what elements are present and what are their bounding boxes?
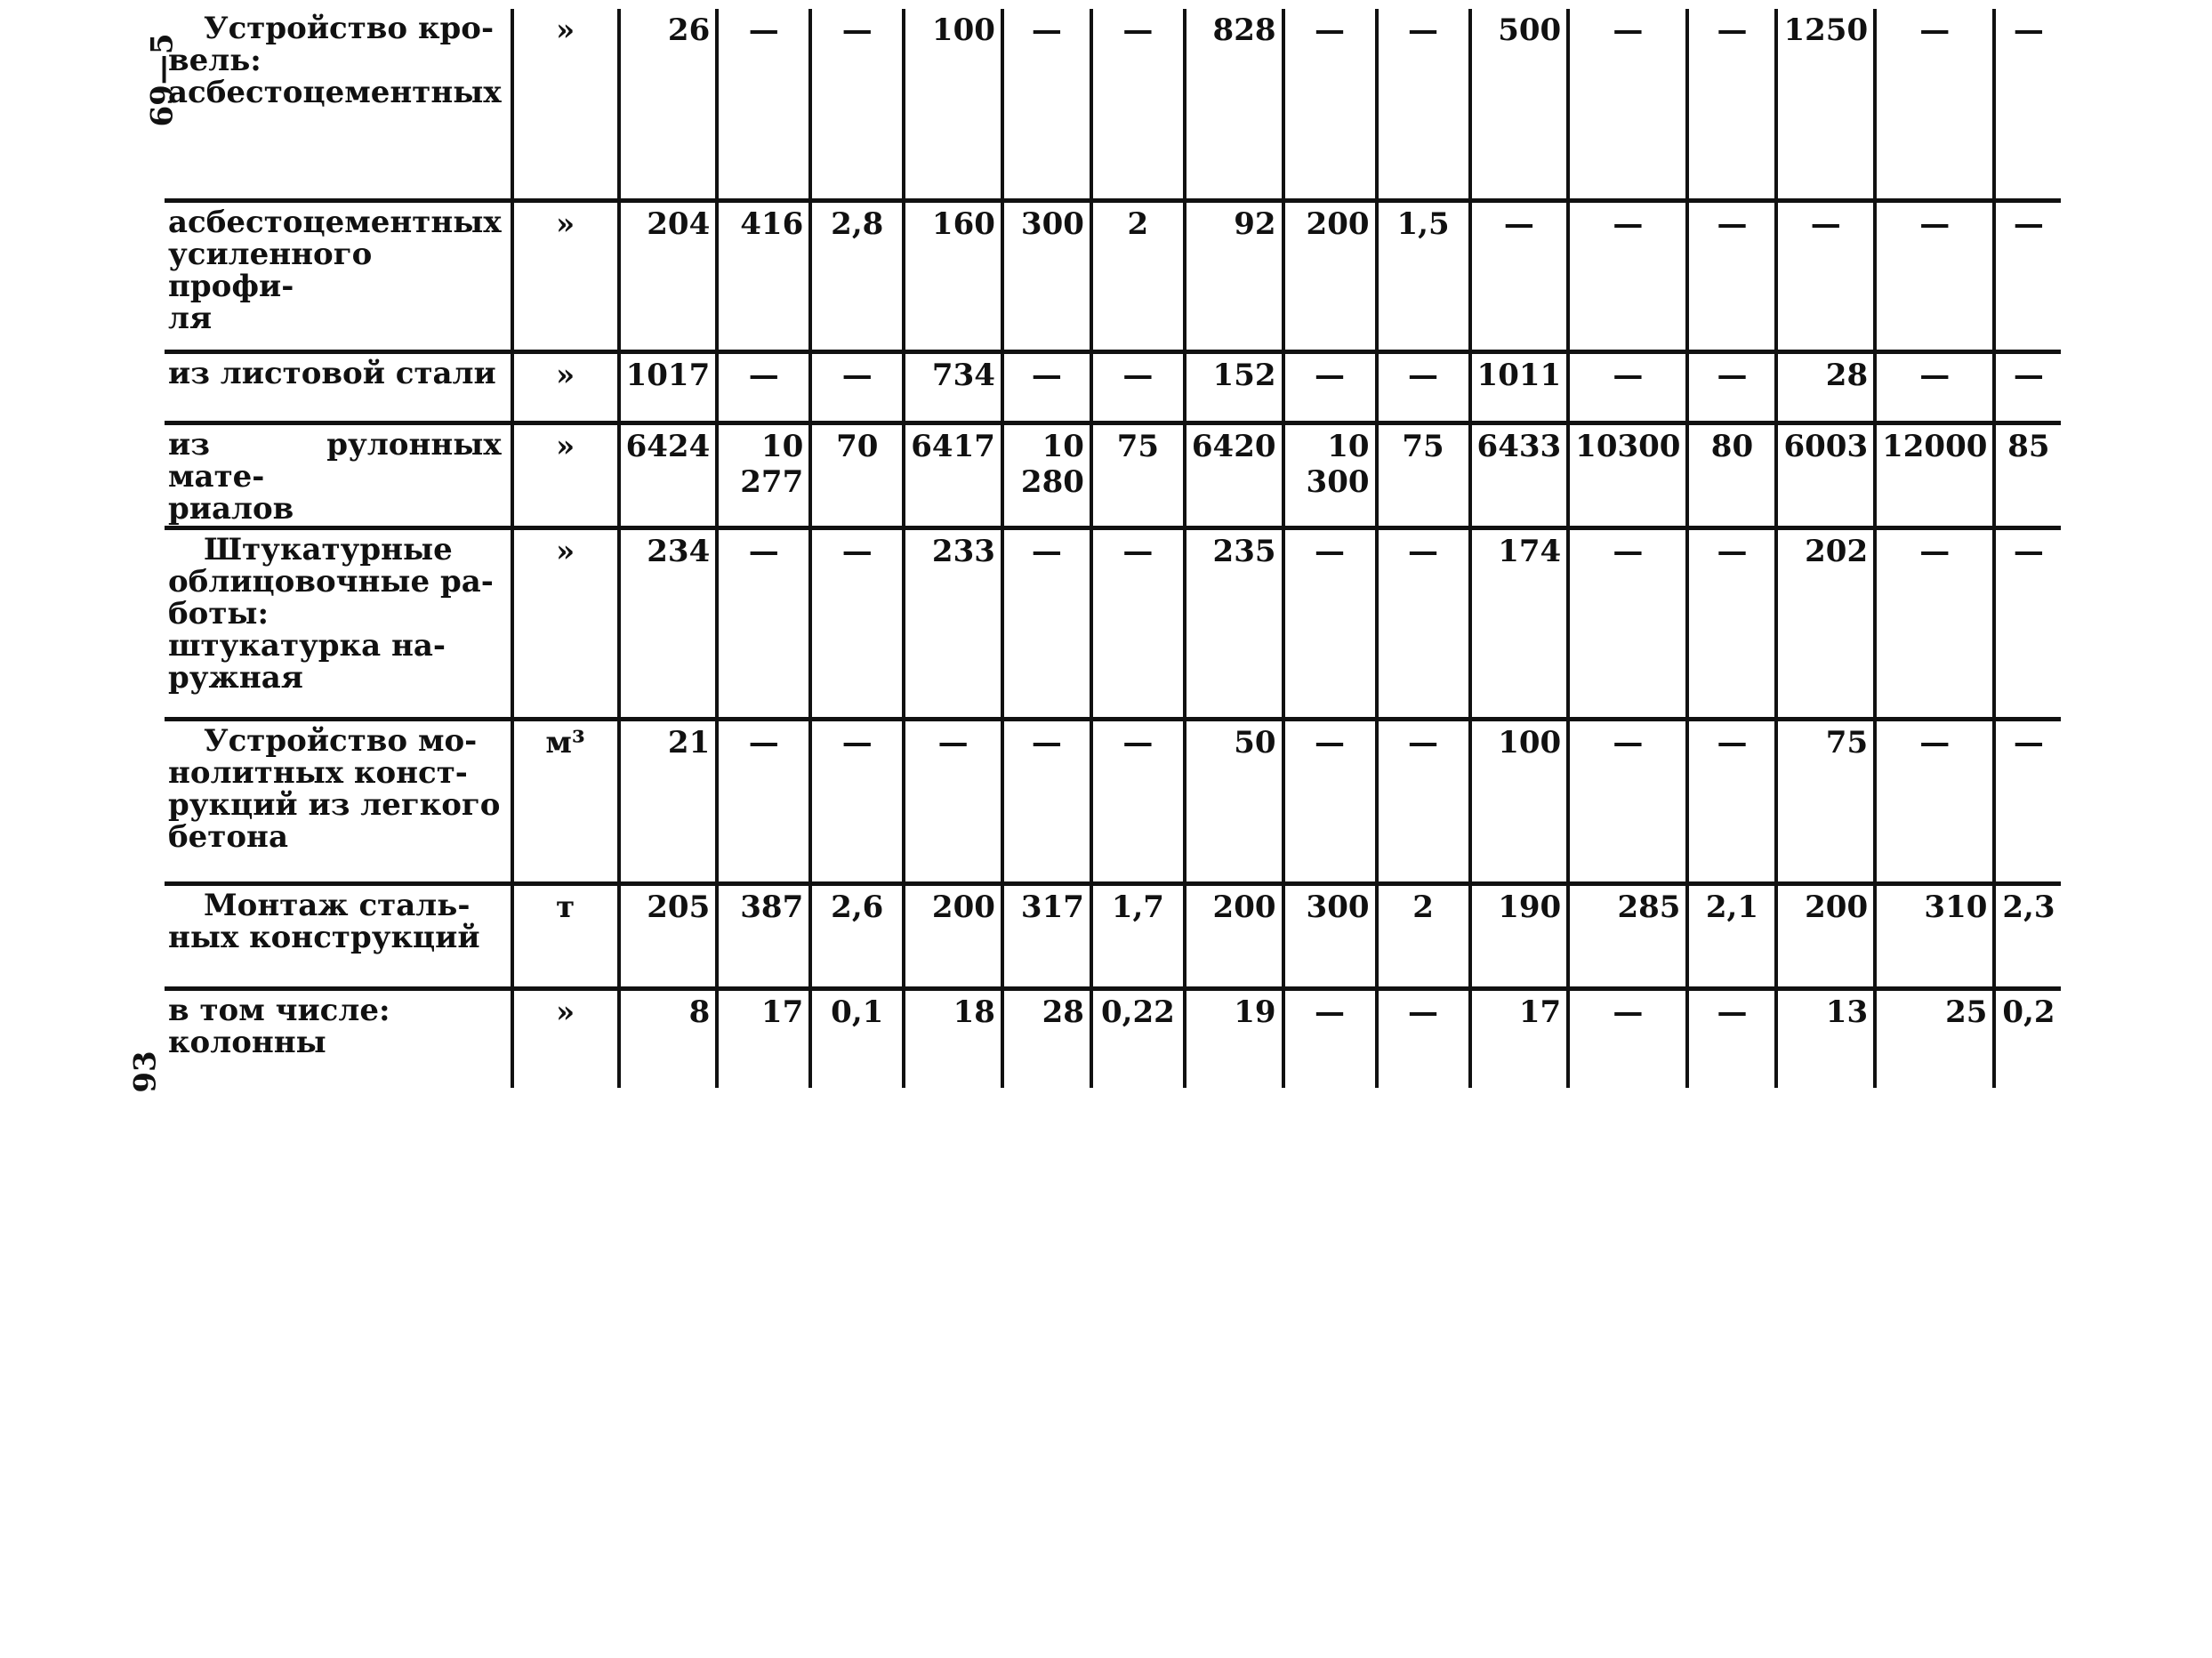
margin-page-number-bottom: 93 (127, 1050, 164, 1093)
table-cell: 75 (1776, 719, 1875, 883)
table-cell: 70 (810, 423, 904, 527)
table-cell: — (1994, 200, 2061, 351)
table-cell: 2,1 (1687, 883, 1776, 988)
table-cell: 100 (904, 9, 1002, 200)
table-cell: 26 (619, 9, 718, 200)
table-cell: — (1687, 9, 1776, 200)
row-name-line: Штукатурные (204, 531, 453, 567)
row-unit: » (512, 423, 619, 527)
table-cell: 2,6 (810, 883, 904, 988)
norms-table-body (165, 9, 2061, 1088)
row-name (165, 200, 512, 351)
row-unit: » (512, 9, 619, 200)
table-cell: — (1687, 988, 1776, 1088)
table-cell: — (1568, 200, 1687, 351)
table-cell: — (1283, 527, 1377, 719)
table-cell: 21 (619, 719, 718, 883)
table-cell: — (1002, 527, 1091, 719)
table-cell: — (810, 527, 904, 719)
table-cell: — (1875, 527, 1994, 719)
table-cell: 317 (1002, 883, 1091, 988)
table-cell: — (1687, 527, 1776, 719)
table-cell: 416 (717, 200, 810, 351)
table-cell: 1017 (619, 351, 718, 423)
table-cell: 0,2 (1994, 988, 2061, 1088)
row-name-line: из рулонных мате- (168, 426, 502, 495)
row-unit: т (512, 883, 619, 988)
table-cell: 1,5 (1377, 200, 1470, 351)
row-name (165, 423, 512, 527)
table-cell: — (1283, 9, 1377, 200)
table-cell: 285 (1568, 883, 1687, 988)
row-name-line: Монтаж сталь- (204, 887, 471, 923)
table-cell: — (1687, 719, 1776, 883)
table-cell: — (1994, 9, 2061, 200)
table-cell: 10 277 (717, 423, 810, 527)
table-cell: — (1568, 9, 1687, 200)
table-cell: — (1283, 351, 1377, 423)
table-cell: 28 (1776, 351, 1875, 423)
table-cell: 500 (1470, 9, 1569, 200)
table-row (165, 423, 2061, 527)
table-cell: 8 (619, 988, 718, 1088)
table-cell: — (1283, 988, 1377, 1088)
row-unit: » (512, 351, 619, 423)
table-row (165, 9, 2061, 200)
table-cell: — (1568, 988, 1687, 1088)
table-cell: — (717, 9, 810, 200)
table-cell: 200 (1776, 883, 1875, 988)
table-cell: 85 (1994, 423, 2061, 527)
table-cell: 234 (619, 527, 718, 719)
table-cell: — (1687, 200, 1776, 351)
table-cell: — (1091, 351, 1185, 423)
table-cell: — (1002, 351, 1091, 423)
table-cell: 204 (619, 200, 718, 351)
row-name (165, 988, 512, 1088)
row-unit: » (512, 200, 619, 351)
table-row (165, 351, 2061, 423)
table-cell: 200 (1283, 200, 1377, 351)
table-cell: — (1568, 719, 1687, 883)
table-cell: 300 (1002, 200, 1091, 351)
table-cell: — (1377, 527, 1470, 719)
table-row (165, 719, 2061, 883)
table-cell: — (717, 719, 810, 883)
table-cell: — (904, 719, 1002, 883)
table-cell: 174 (1470, 527, 1569, 719)
table-cell: 2,8 (810, 200, 904, 351)
table-row (165, 200, 2061, 351)
table-cell: — (810, 351, 904, 423)
table-cell: 18 (904, 988, 1002, 1088)
table-row (165, 883, 2061, 988)
row-name-line: ля (168, 300, 213, 336)
table-cell: 828 (1185, 9, 1283, 200)
row-name-line: усиленного профи- (168, 236, 373, 304)
table-cell: — (1377, 719, 1470, 883)
table-cell: 0,22 (1091, 988, 1185, 1088)
table-cell: 152 (1185, 351, 1283, 423)
table-cell: 2 (1377, 883, 1470, 988)
table-cell: — (1091, 9, 1185, 200)
row-name-line: колонны (168, 1024, 326, 1060)
row-name-line: облицовочные ра- (168, 563, 494, 600)
table-cell: — (1091, 719, 1185, 883)
table-cell: 50 (1185, 719, 1283, 883)
margin-page-number-top: 69—5 (144, 33, 181, 127)
table-cell: 734 (904, 351, 1002, 423)
table-cell: — (1377, 988, 1470, 1088)
table-cell: 19 (1185, 988, 1283, 1088)
table-cell: — (1568, 351, 1687, 423)
norms-table (165, 9, 2061, 1088)
table-cell: 0,1 (810, 988, 904, 1088)
table-cell: — (1994, 527, 2061, 719)
table-cell: 13 (1776, 988, 1875, 1088)
table-cell: 28 (1002, 988, 1091, 1088)
table-cell: — (1994, 351, 2061, 423)
table-cell: — (1470, 200, 1569, 351)
row-name-line: Устройство мо- (204, 722, 478, 759)
row-name-line: риалов (168, 490, 294, 527)
table-cell: 190 (1470, 883, 1569, 988)
table-cell: 17 (1470, 988, 1569, 1088)
table-cell: — (1776, 200, 1875, 351)
row-name (165, 527, 512, 719)
table-cell: 205 (619, 883, 718, 988)
table-cell: — (1994, 719, 2061, 883)
table-row (165, 988, 2061, 1088)
table-cell: 10 280 (1002, 423, 1091, 527)
table-cell: 100 (1470, 719, 1569, 883)
table-cell: 2 (1091, 200, 1185, 351)
table-cell: 17 (717, 988, 810, 1088)
table-cell: 310 (1875, 883, 1994, 988)
table-cell: — (1377, 351, 1470, 423)
row-name-line: Устройство кро- (204, 11, 495, 46)
table-cell: 6433 (1470, 423, 1569, 527)
table-cell: 92 (1185, 200, 1283, 351)
table-cell: — (1875, 9, 1994, 200)
table-cell: — (1377, 9, 1470, 200)
table-cell: — (1875, 351, 1994, 423)
table-cell: 233 (904, 527, 1002, 719)
table-cell: 6424 (619, 423, 718, 527)
table-cell: 10300 (1568, 423, 1687, 527)
table-cell: — (1687, 351, 1776, 423)
row-name-line: ных конструкций (168, 919, 480, 955)
row-name (165, 883, 512, 988)
table-cell: — (1002, 719, 1091, 883)
row-name-line: бетона (168, 818, 288, 855)
row-name-line: вель: (168, 43, 261, 78)
table-cell: — (717, 527, 810, 719)
table-cell: 200 (1185, 883, 1283, 988)
row-name-line: рукций из легкого (168, 786, 501, 823)
row-name-line: в том числе: (168, 992, 390, 1028)
table-cell: 1,7 (1091, 883, 1185, 988)
row-name (165, 351, 512, 423)
table-cell: — (1091, 527, 1185, 719)
table-cell: 300 (1283, 883, 1377, 988)
row-name-line: асбестоцементных (168, 75, 502, 110)
table-cell: 235 (1185, 527, 1283, 719)
table-cell: — (1875, 200, 1994, 351)
row-unit: м³ (512, 719, 619, 883)
row-name-line: из листовой стали (168, 355, 496, 391)
table-cell: — (810, 719, 904, 883)
table-cell: — (810, 9, 904, 200)
table-cell: 387 (717, 883, 810, 988)
table-cell: 6420 (1185, 423, 1283, 527)
table-cell: 200 (904, 883, 1002, 988)
table-cell: 1250 (1776, 9, 1875, 200)
table-cell: — (717, 351, 810, 423)
table-cell: — (1875, 719, 1994, 883)
table-cell: 6417 (904, 423, 1002, 527)
table-cell: 160 (904, 200, 1002, 351)
row-name (165, 719, 512, 883)
row-name-line: штукатурка на- (168, 627, 446, 664)
row-name-line: ружная (168, 659, 303, 696)
table-cell: — (1002, 9, 1091, 200)
table-cell: 80 (1687, 423, 1776, 527)
row-unit: » (512, 527, 619, 719)
table-cell: 25 (1875, 988, 1994, 1088)
row-name (165, 9, 512, 200)
table-cell: 75 (1091, 423, 1185, 527)
table-cell: 12000 (1875, 423, 1994, 527)
table-cell: — (1568, 527, 1687, 719)
row-unit: » (512, 988, 619, 1088)
table-cell: 1011 (1470, 351, 1569, 423)
row-name-line: нолитных конст- (168, 754, 468, 791)
row-name-line: асбестоцементных (168, 204, 502, 240)
table-cell: 75 (1377, 423, 1470, 527)
table-row (165, 527, 2061, 719)
row-name-line: боты: (168, 595, 269, 632)
table-cell: — (1283, 719, 1377, 883)
table-cell: 2,3 (1994, 883, 2061, 988)
table-cell: 202 (1776, 527, 1875, 719)
table-cell: 10 300 (1283, 423, 1377, 527)
table-cell: 6003 (1776, 423, 1875, 527)
